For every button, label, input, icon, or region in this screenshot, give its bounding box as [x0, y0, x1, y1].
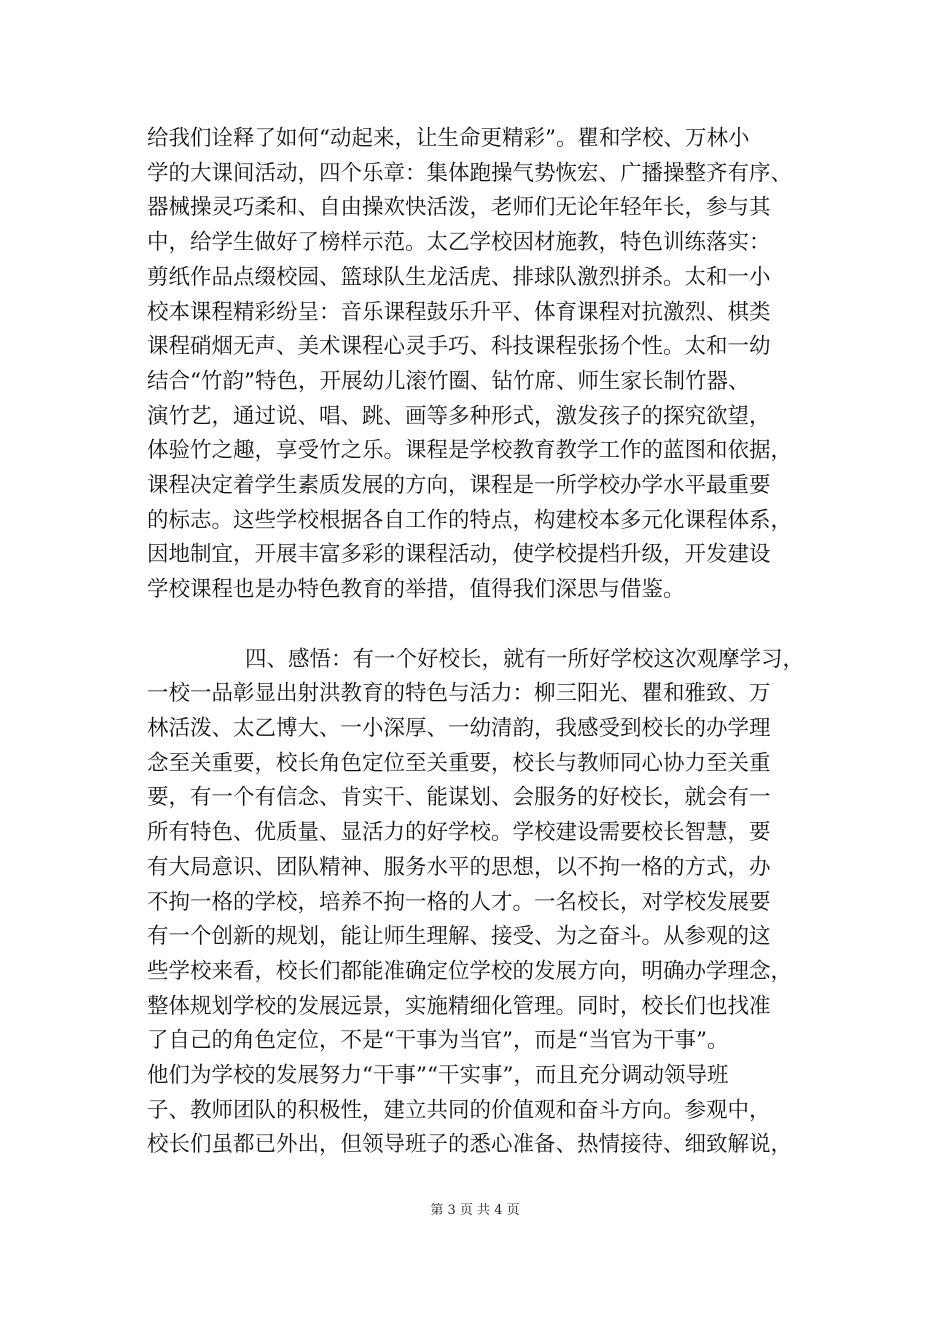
text-line: 课程决定着学生素质发展的方向，课程是一所学校办学水平最重要 [147, 473, 771, 498]
text-line: 些学校来看，校长们都能准确定位学校的发展方向，明确办学理念， [147, 959, 793, 984]
text-line: 有大局意识、团队精神、服务水平的思想，以不拘一格的方式，办 [147, 855, 771, 880]
page-number-footer: 第 3 页 共 4 页 [430, 1203, 520, 1218]
text-line: 子、教师团队的积极性，建立共同的价值观和奋斗方向。参观中， [147, 1098, 771, 1123]
text-line: 所有特色、优质量、显活力的好学校。学校建设需要校长智慧，要 [147, 820, 771, 845]
text-line: 一校一品彰显出射洪教育的特色与活力：柳三阳光、瞿和雅致、万 [147, 681, 771, 706]
text-line: 不拘一格的学校，培养不拘一格的人才。一名校长，对学校发展要 [147, 890, 771, 915]
text-line: 要，有一个有信念、肯实干、能谋划、会服务的好校长，就会有一 [147, 785, 771, 810]
text-line: 整体规划学校的发展远景，实施精细化管理。同时，校长们也找准 [147, 994, 771, 1019]
text-line: 课程硝烟无声、美术课程心灵手巧、科技课程张扬个性。太和一幼 [147, 334, 771, 359]
text-line: 有一个创新的规划，能让师生理解、接受、为之奋斗。从参观的这 [147, 924, 771, 949]
text-line: 校本课程精彩纷呈：音乐课程鼓乐升平、体育课程对抗激烈、棋类 [147, 300, 771, 325]
text-line: 体验竹之趣，享受竹之乐。课程是学校教育教学工作的蓝图和依据， [147, 438, 793, 463]
text-line: 演竹艺，通过说、唱、跳、画等多种形式，激发孩子的探究欲望， [147, 404, 771, 429]
text-line: 结合“竹韵”特色，开展幼儿滚竹圈、钻竹席、师生家长制竹器、 [147, 369, 750, 394]
text-line: 了自己的角色定位，不是“干事为当官”，而是“当官为干事”。 [147, 1028, 729, 1053]
text-line: 林活泼、太乙博大、一小深厚、一幼清韵，我感受到校长的办学理 [147, 716, 771, 741]
text-line: 念至关重要，校长角色定位至关重要，校长与教师同心协力至关重 [147, 751, 771, 776]
text-line: 他们为学校的发展努力“干事”“干实事”，而且充分调动领导班 [147, 1063, 729, 1088]
section-heading-line: 四、感悟：有一个好校长，就有一所好学校这次观摩学习， [245, 647, 805, 672]
text-line: 校长们虽都已外出，但领导班子的悉心准备、热情接待、细致解说， [147, 1132, 793, 1157]
text-line: 器械操灵巧柔和、自由操欢快活泼，老师们无论年轻年长，参与其 [147, 195, 771, 220]
text-line: 因地制宜，开展丰富多彩的课程活动，使学校提档升级，开发建设 [147, 542, 771, 567]
text-line: 给我们诠释了如何“动起来，让生命更精彩”。瞿和学校、万林小 [147, 126, 750, 151]
text-line: 的标志。这些学校根据各自工作的特点，构建校本多元化课程体系， [147, 508, 793, 533]
text-line: 学校课程也是办特色教育的举措，值得我们深思与借鉴。 [147, 577, 685, 602]
text-line: 中，给学生做好了榜样示范。太乙学校因材施教，特色训练落实： [147, 230, 771, 255]
text-line: 学的大课间活动，四个乐章：集体跑操气势恢宏、广播操整齐有序、 [147, 161, 793, 186]
text-line: 剪纸作品点缀校园、篮球队生龙活虎、排球队激烈拼杀。太和一小 [147, 265, 771, 290]
